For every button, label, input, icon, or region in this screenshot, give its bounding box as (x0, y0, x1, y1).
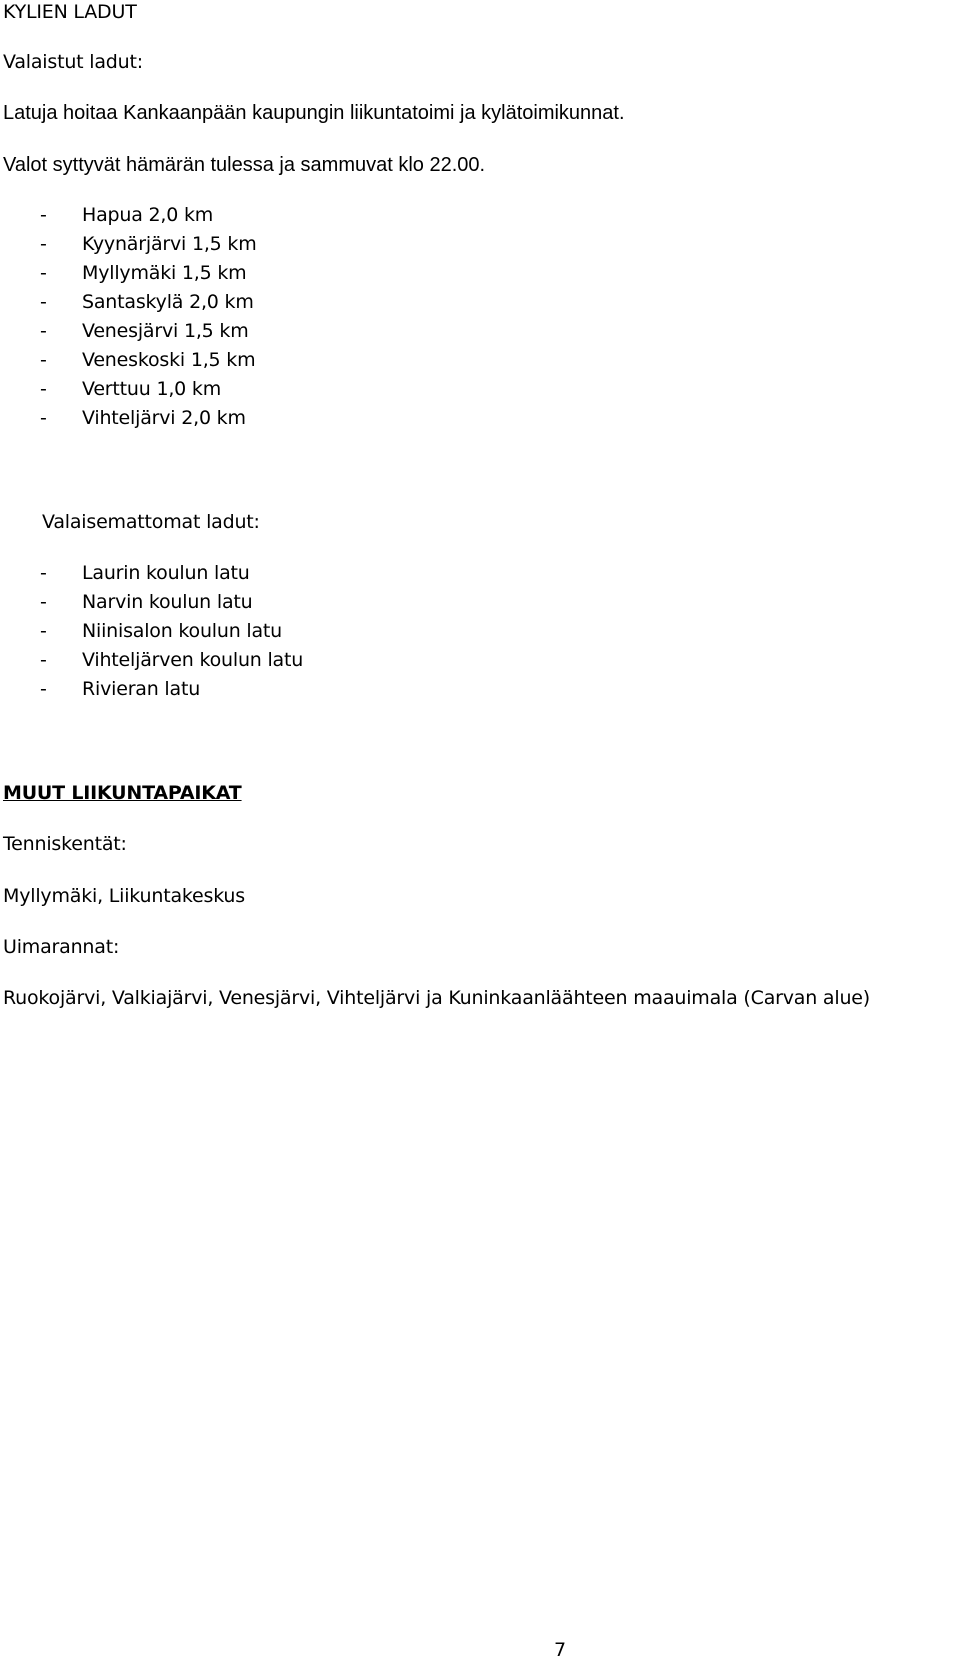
list-dash: - (40, 233, 47, 255)
list-item-text: Venesjärvi 1,5 km (82, 320, 249, 342)
list-item-text: Niinisalon koulun latu (82, 620, 283, 642)
tennis-courts-locations: Myllymäki, Liikuntakeskus (3, 885, 245, 907)
list-dash: - (40, 204, 47, 226)
list-item-text: Santaskylä 2,0 km (82, 291, 254, 313)
list-dash: - (40, 349, 47, 371)
tennis-courts-label: Tenniskentät: (3, 833, 127, 855)
lights-paragraph: Valot syttyvät hämärän tulessa ja sammuvat klo 22.00. (3, 154, 486, 176)
list-dash: - (40, 291, 47, 313)
list-dash: - (40, 591, 47, 613)
list-item-text: Rivieran latu (82, 678, 201, 700)
list-item-text: Narvin koulun latu (82, 591, 253, 613)
page-number-text: 7 (554, 1639, 566, 1661)
list-item-text: Veneskoski 1,5 km (82, 349, 256, 371)
list-dash: - (40, 562, 47, 584)
list-item-text: Vihteljärven koulun latu (82, 649, 304, 671)
list-dash: - (40, 678, 47, 700)
list-item-text: Hapua 2,0 km (82, 204, 214, 226)
list-item-text: Kyynärjärvi 1,5 km (82, 233, 257, 255)
list-dash: - (40, 620, 47, 642)
maintenance-paragraph: Latuja hoitaa Kankaanpään kaupungin liikuntatoimi ja kylätoimikunnat. (3, 102, 625, 124)
lit-trails-subheading: Valaistut ladut: (3, 51, 143, 73)
list-item-text: Myllymäki 1,5 km (82, 262, 247, 284)
list-dash: - (40, 378, 47, 400)
list-dash: - (40, 407, 47, 429)
section-heading-other-facilities: MUUT LIIKUNTAPAIKAT (3, 782, 242, 804)
unlit-trails-subheading: Valaisemattomat ladut: (42, 511, 260, 533)
page-number (0, 1638, 960, 1662)
list-dash: - (40, 262, 47, 284)
list-item-text: Verttuu 1,0 km (82, 378, 222, 400)
beaches-locations: Ruokojärvi, Valkiajärvi, Venesjärvi, Vihteljärvi ja Kuninkaanläähteen maauimala (Carvan alue) (3, 987, 870, 1009)
beaches-label: Uimarannat: (3, 936, 120, 958)
list-item-text: Vihteljärvi 2,0 km (82, 407, 246, 429)
list-dash: - (40, 320, 47, 342)
list-item-text: Laurin koulun latu (82, 562, 250, 584)
section-heading-village-trails: KYLIEN LADUT (3, 1, 137, 23)
list-dash: - (40, 649, 47, 671)
